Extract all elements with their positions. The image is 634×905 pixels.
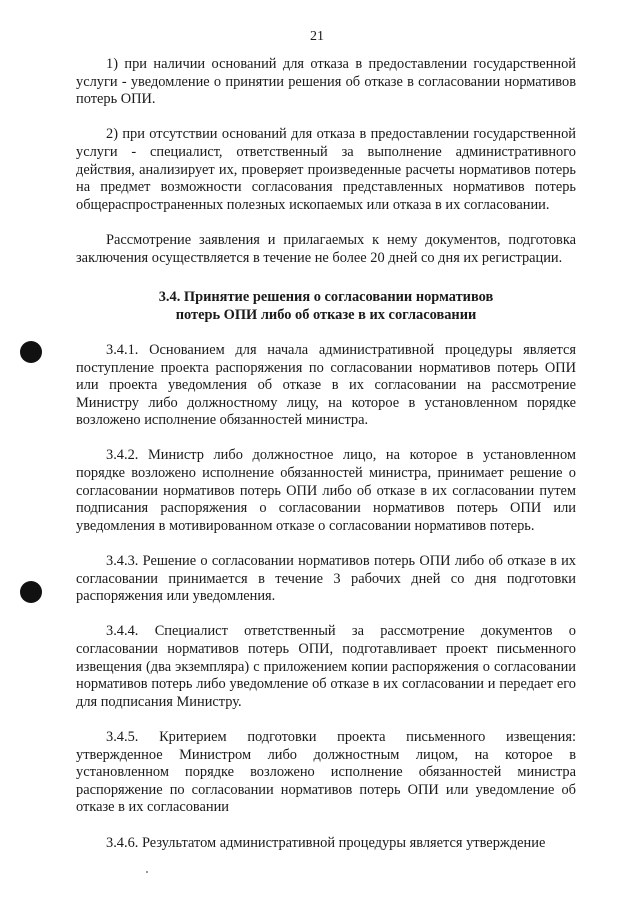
paragraph-1: 1) при наличии оснований для отказа в предоставлении государственной услуги - уведомление о принятии решения об отказе в согласовании нормативов потерь ОПИ. bbox=[76, 56, 576, 108]
page-number: 21 bbox=[310, 29, 324, 44]
clause-3-4-3: 3.4.3. Решение о согласовании нормативов потерь ОПИ либо об отказе в их согласовании принимается в течение 3 рабочих дней со дня подготовки распоряжения или уведомления. bbox=[76, 553, 576, 605]
clause-3-4-5: 3.4.5. Критерием подготовки проекта письменного извещения: утвержденное Министром либо должностным лицом, на которое в установленном порядке возложено исполнение обязанностей министра распоряжение по согласовании нормативов потерь ОПИ или уведомление об отказе в их согласовании bbox=[76, 728, 576, 816]
section-heading-line-2: потерь ОПИ либо об отказе в их согласовании bbox=[175, 306, 477, 323]
clause-3-4-6: 3.4.6. Результатом административной процедуры является утверждение bbox=[106, 834, 546, 851]
clause-3-4-4: 3.4.4. Специалист ответственный за рассмотрение документов о согласовании нормативов потерь ОПИ, подготавливает проект письменного извещения (два экземпляра) с приложением копии распоряжения о согласовании нормативов потерь либо уведомление об отказе в их согласовании и передает его для подписания Министру. bbox=[76, 623, 576, 710]
paragraph-2: 2) при отсутствии оснований для отказа в предоставлении государственной услуги - специалист, ответственный за выполнение административного действия, анализирует их, проверяет произведенные расчеты нормативов потерь на предмет возможности согласования представленных нормативов потерь общераспространенных полезных ископаемых или отказа в их согласовании. bbox=[76, 126, 576, 213]
punch-hole-upper bbox=[20, 341, 42, 363]
scan-speck bbox=[146, 871, 148, 873]
section-heading-line-1: 3.4. Принятие решения о согласовании нормативов bbox=[158, 289, 494, 306]
clause-3-4-1: 3.4.1. Основанием для начала административной процедуры является поступление проекта распоряжения по согласовании нормативов потерь ОПИ или проекта уведомления об отказе в их согласовании на рассмотрение Министру либо должностному лицу, на которое в установленном порядке возложено исполнение обязанностей министра. bbox=[76, 341, 576, 429]
punch-hole-lower bbox=[20, 581, 42, 603]
clause-3-4-2: 3.4.2. Министр либо должностное лицо, на которое в установленном порядке возложено исполнение обязанностей министра, принимает решение о согласовании нормативов потерь ОПИ либо об отказе в их согласовании путем подписания распоряжения о согласовании нормативов потерь ОПИ или уведомления в мотивированном отказе о согласовании нормативов потерь. bbox=[76, 447, 576, 534]
section-heading bbox=[76, 289, 576, 324]
document-body bbox=[76, 56, 576, 870]
paragraph-3: Рассмотрение заявления и прилагаемых к нему документов, подготовка заключения осуществляется в течение не более 20 дней со дня их регистрации. bbox=[76, 231, 576, 266]
